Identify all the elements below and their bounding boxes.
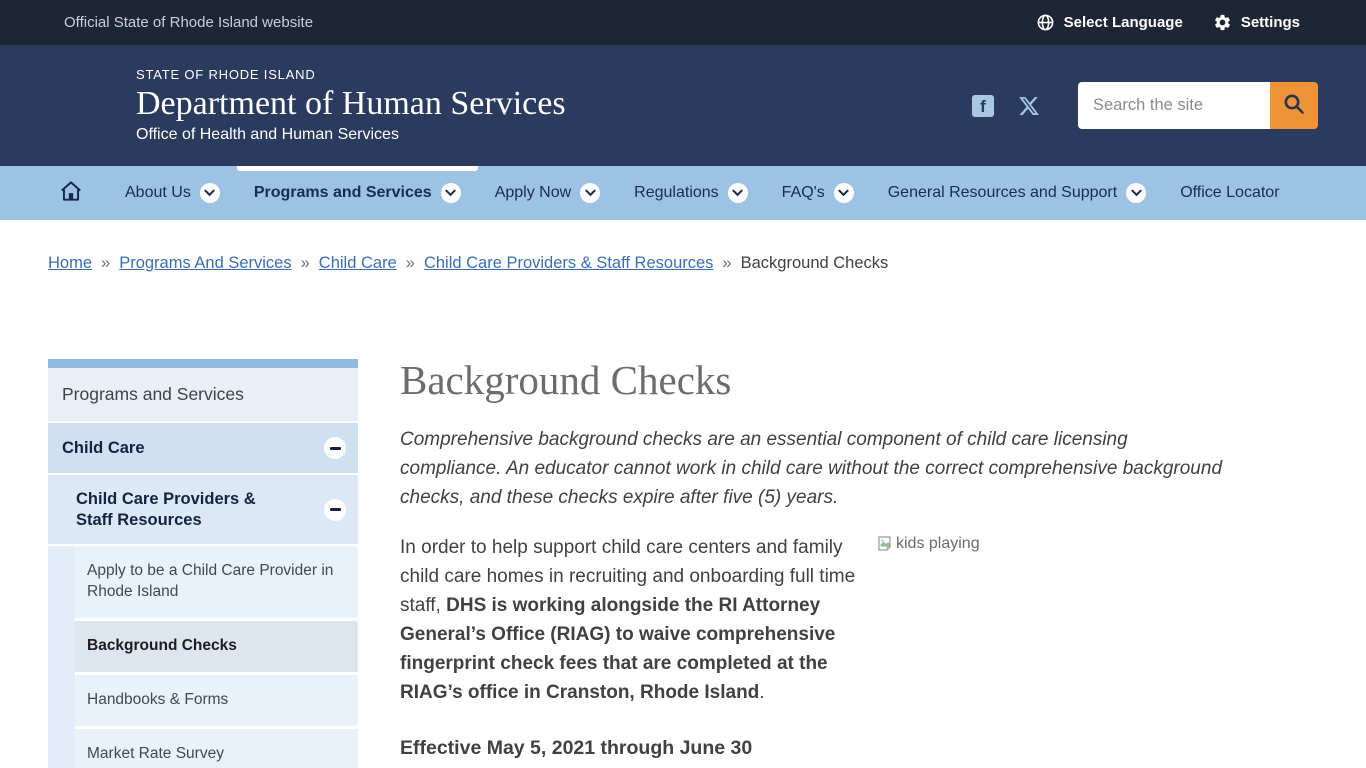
site-subtitle: Office of Health and Human Services [136, 126, 399, 144]
breadcrumb-link-providers-staff-resources[interactable]: Child Care Providers & Staff Resources [423, 254, 714, 272]
paragraph-bold: DHS is working alongside the RI Attorney General’s Office (RIAG) to waive comprehensive fingerprint check fees that are completed at the RIAG’s office in Cranston, Rhode Island [400, 595, 836, 704]
nav-label: Programs and Services [253, 184, 432, 201]
site-header [0, 45, 1366, 166]
select-language-button[interactable] [1036, 13, 1183, 32]
nav-item-about-us[interactable] [108, 166, 237, 220]
breadcrumb-link-programs-and-services[interactable]: Programs And Services [119, 254, 292, 272]
paragraph-intro: In order to help support child care centers and family child care homes in recruiting and onboarding full time staff, [400, 537, 856, 617]
broken-image-icon [876, 535, 895, 559]
sidebar-item-label: Child Care Providers & Staff Resources [76, 490, 256, 529]
official-site-label: Official State of Rhode Island website [64, 14, 314, 31]
primary-nav [0, 166, 1366, 220]
nav-item-apply-now[interactable] [478, 166, 617, 220]
breadcrumb-current: Background Checks [740, 254, 889, 272]
breadcrumb-link-home[interactable]: Home [48, 254, 93, 272]
sidebar-item-market-rate-survey[interactable] [75, 729, 358, 768]
gear-icon [1213, 13, 1232, 32]
nav-item-office-locator[interactable] [1163, 166, 1296, 220]
chevron-down-icon [580, 183, 600, 203]
sidebar-item-label: Apply to be a Child Care Provider in Rhode Island [87, 562, 334, 601]
broken-image-alt-text: kids playing [896, 535, 980, 553]
site-title: Department of Human Services [136, 84, 566, 122]
effective-date-line: Effective May 5, 2021 through June 30 [400, 737, 753, 760]
sidebar-accent-bar [48, 359, 358, 368]
facebook-icon[interactable]: f [972, 95, 994, 117]
content-layout [48, 359, 1318, 768]
nav-item-programs-and-services[interactable] [237, 166, 478, 220]
search-button[interactable] [1270, 82, 1318, 129]
search-input[interactable] [1078, 82, 1270, 129]
sidebar-nav [48, 359, 358, 768]
sidebar-item-background-checks[interactable] [75, 621, 358, 675]
lead-paragraph: Comprehensive background checks are an essential component of child care licensing compliance. An educator cannot work in child care without the correct comprehensive background checks, and these checks expire after five (5) years. [400, 429, 1223, 509]
utility-bar [0, 0, 1366, 45]
collapse-minus-icon[interactable] [324, 499, 346, 521]
header-actions [972, 82, 1318, 129]
broken-image-placeholder [876, 535, 980, 559]
breadcrumb-separator: » [101, 254, 111, 272]
nav-label: General Resources and Support [887, 184, 1118, 201]
state-label: STATE OF RHODE ISLAND [136, 66, 316, 82]
sidebar-item-providers-staff-resources[interactable] [48, 475, 358, 546]
home-icon [58, 178, 84, 209]
chevron-down-icon [1126, 183, 1146, 203]
nav-label: Regulations [634, 184, 719, 201]
utility-actions [1036, 13, 1300, 32]
chevron-down-icon [200, 183, 220, 203]
content-row [400, 533, 1318, 707]
sidebar-subitems [48, 546, 358, 768]
sidebar-header: Programs and Services [48, 368, 358, 423]
search-icon [1282, 92, 1306, 119]
x-twitter-icon[interactable] [1018, 95, 1040, 117]
breadcrumb-separator: » [300, 254, 310, 272]
nav-item-faqs[interactable] [765, 166, 871, 220]
sidebar-item-label: Background Checks [87, 637, 237, 655]
image-column [862, 533, 1318, 707]
breadcrumb-separator: » [722, 254, 732, 272]
collapse-minus-icon[interactable] [324, 437, 346, 459]
select-language-label: Select Language [1063, 14, 1183, 31]
page-title: Background Checks [400, 357, 732, 403]
breadcrumb-link-child-care[interactable]: Child Care [318, 254, 397, 272]
site-search [1078, 82, 1318, 129]
nav-item-general-resources[interactable] [871, 166, 1163, 220]
sidebar-item-label: Child Care [62, 438, 145, 457]
sidebar-item-label: Handbooks & Forms [87, 691, 229, 709]
settings-button[interactable] [1213, 13, 1300, 32]
nav-label: Apply Now [494, 184, 572, 201]
sidebar-item-child-care[interactable] [48, 423, 358, 475]
sidebar-item-label: Market Rate Survey [87, 744, 224, 762]
chevron-down-icon [728, 183, 748, 203]
paragraph-end: . [759, 682, 765, 704]
chevron-down-icon [441, 183, 461, 203]
sidebar-item-apply-provider[interactable] [75, 546, 358, 621]
chevron-down-icon [834, 183, 854, 203]
main-content [400, 359, 1318, 768]
breadcrumb [48, 254, 1318, 273]
settings-label: Settings [1240, 14, 1300, 31]
site-brand[interactable] [136, 67, 566, 144]
body-paragraph [400, 533, 862, 707]
globe-icon [1036, 13, 1055, 32]
nav-item-regulations[interactable] [617, 166, 765, 220]
sidebar-item-handbooks-forms[interactable] [75, 675, 358, 729]
nav-home-button[interactable] [48, 166, 96, 220]
nav-label: FAQ's [781, 184, 825, 201]
nav-label: Office Locator [1180, 184, 1280, 201]
nav-label: About Us [125, 184, 191, 201]
breadcrumb-separator: » [405, 254, 415, 272]
